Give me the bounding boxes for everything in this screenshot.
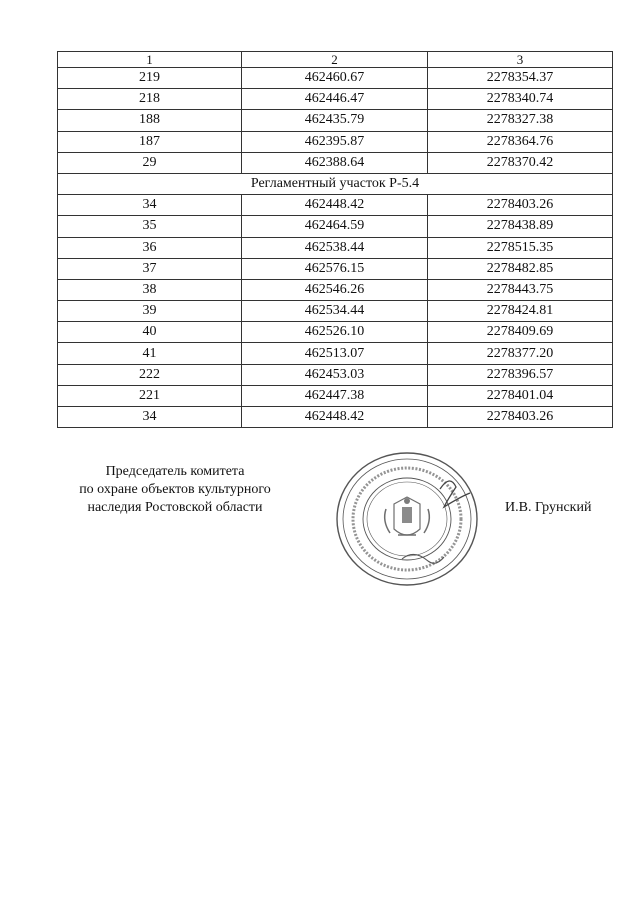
x-coordinate: 462435.79 (242, 110, 428, 131)
column-header: 2 (242, 52, 428, 68)
x-coordinate: 462388.64 (242, 152, 428, 173)
table-row (58, 385, 613, 406)
y-coordinate: 2278409.69 (428, 322, 613, 343)
point-number: 34 (58, 195, 242, 216)
x-coordinate: 462513.07 (242, 343, 428, 364)
x-coordinate: 462448.42 (242, 407, 428, 428)
table-row (58, 195, 613, 216)
section-title: Регламентный участок Р-5.4 (58, 173, 613, 194)
y-coordinate: 2278327.38 (428, 110, 613, 131)
point-number: 221 (58, 385, 242, 406)
x-coordinate: 462448.42 (242, 195, 428, 216)
y-coordinate: 2278515.35 (428, 237, 613, 258)
table-row (58, 89, 613, 110)
signer-position (60, 463, 290, 517)
table-row (58, 279, 613, 300)
section-title-row (58, 173, 613, 194)
table-row (58, 322, 613, 343)
table-row (58, 110, 613, 131)
point-number: 40 (58, 322, 242, 343)
x-coordinate: 462453.03 (242, 364, 428, 385)
y-coordinate: 2278403.26 (428, 195, 613, 216)
table-row (58, 237, 613, 258)
y-coordinate: 2278443.75 (428, 279, 613, 300)
y-coordinate: 2278401.04 (428, 385, 613, 406)
point-number: 188 (58, 110, 242, 131)
x-coordinate: 462460.67 (242, 68, 428, 89)
official-seal-icon (332, 449, 482, 589)
y-coordinate: 2278364.76 (428, 131, 613, 152)
y-coordinate: 2278438.89 (428, 216, 613, 237)
x-coordinate: 462546.26 (242, 279, 428, 300)
point-number: 35 (58, 216, 242, 237)
y-coordinate: 2278370.42 (428, 152, 613, 173)
point-number: 39 (58, 301, 242, 322)
column-header: 3 (428, 52, 613, 68)
point-number: 37 (58, 258, 242, 279)
y-coordinate: 2278482.85 (428, 258, 613, 279)
y-coordinate: 2278377.20 (428, 343, 613, 364)
x-coordinate: 462447.38 (242, 385, 428, 406)
table-row (58, 343, 613, 364)
table-row (58, 131, 613, 152)
table-row (58, 68, 613, 89)
table-header-row (58, 52, 613, 68)
x-coordinate: 462538.44 (242, 237, 428, 258)
table-row (58, 301, 613, 322)
coordinates-table (57, 51, 613, 428)
x-coordinate: 462534.44 (242, 301, 428, 322)
y-coordinate: 2278354.37 (428, 68, 613, 89)
point-number: 36 (58, 237, 242, 258)
signer-position-line: по охране объектов культурного (79, 482, 271, 497)
signer-position-line: Председатель комитета (105, 464, 245, 479)
table-row (58, 258, 613, 279)
point-number: 187 (58, 131, 242, 152)
table-row (58, 216, 613, 237)
point-number: 29 (58, 152, 242, 173)
x-coordinate: 462576.15 (242, 258, 428, 279)
column-header: 1 (58, 52, 242, 68)
signer-name: И.В. Грунский (505, 500, 592, 515)
point-number: 219 (58, 68, 242, 89)
table-row (58, 407, 613, 428)
point-number: 222 (58, 364, 242, 385)
point-number: 41 (58, 343, 242, 364)
x-coordinate: 462395.87 (242, 131, 428, 152)
x-coordinate: 462446.47 (242, 89, 428, 110)
x-coordinate: 462526.10 (242, 322, 428, 343)
y-coordinate: 2278396.57 (428, 364, 613, 385)
table-row (58, 364, 613, 385)
y-coordinate: 2278424.81 (428, 301, 613, 322)
y-coordinate: 2278403.26 (428, 407, 613, 428)
x-coordinate: 462464.59 (242, 216, 428, 237)
point-number: 34 (58, 407, 242, 428)
y-coordinate: 2278340.74 (428, 89, 613, 110)
signer-position-line: наследия Ростовской области (87, 500, 263, 515)
point-number: 218 (58, 89, 242, 110)
table-row (58, 152, 613, 173)
point-number: 38 (58, 279, 242, 300)
